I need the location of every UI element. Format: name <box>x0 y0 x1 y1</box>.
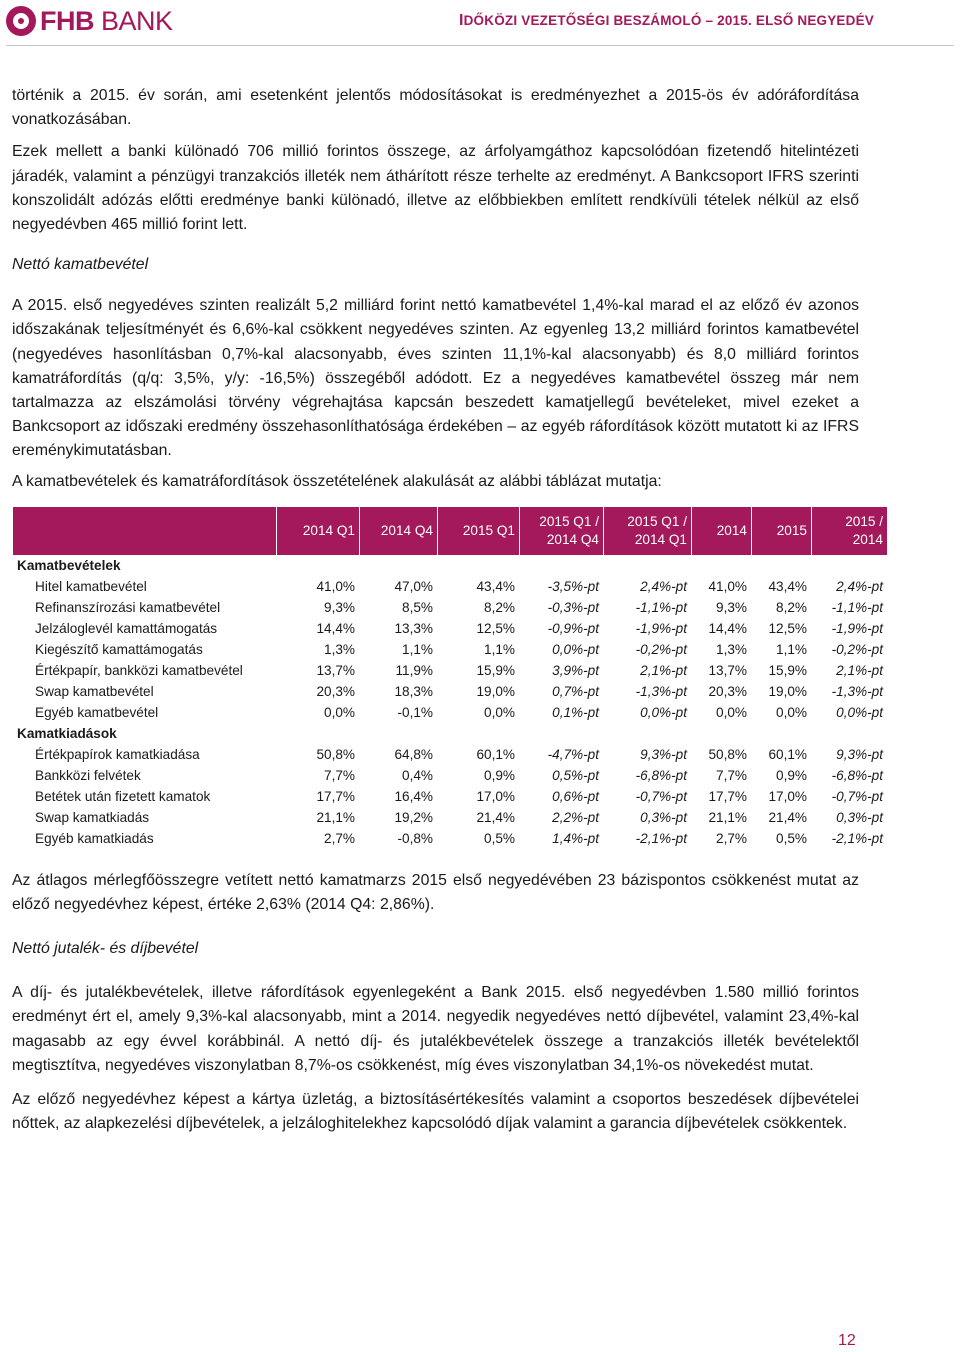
value-cell: 17,0% <box>438 786 520 807</box>
empty-cell <box>277 555 360 576</box>
value-cell: 47,0% <box>360 576 438 597</box>
empty-cell <box>812 555 888 576</box>
page-header <box>0 0 960 44</box>
col-header: 2014 Q1 <box>277 506 360 555</box>
value-cell: 8,2% <box>752 597 812 618</box>
table-row <box>13 702 888 723</box>
empty-cell <box>752 555 812 576</box>
row-label: Refinanszírozási kamatbevétel <box>13 597 277 618</box>
value-cell: 60,1% <box>752 744 812 765</box>
value-cell: 20,3% <box>692 681 752 702</box>
col-header: 2014 <box>692 506 752 555</box>
col-header: 2015 Q1 / 2014 Q4 <box>520 506 604 555</box>
empty-cell <box>692 555 752 576</box>
value-cell: 0,0%-pt <box>520 639 604 660</box>
value-cell: 0,0% <box>692 702 752 723</box>
fhb-logo-icon <box>6 6 36 36</box>
value-cell: 19,2% <box>360 807 438 828</box>
value-cell: 0,4% <box>360 765 438 786</box>
value-cell: 21,1% <box>277 807 360 828</box>
report-title-text: DŐKÖZI VEZETŐSÉGI BESZÁMOLÓ – 2015. ELSŐ NEGYEDÉV <box>463 13 874 28</box>
value-cell: 2,7% <box>277 828 360 849</box>
table-row <box>13 660 888 681</box>
value-cell: 1,1% <box>752 639 812 660</box>
paragraph-7: Az előző negyedévhez képest a kártya üzletág, a biztosításértékesítés valamint a csoportos beszedések díjbevételei nőttek, az alapkezelési díjbevételek, a jelzáloghitelekhez kapcsolódó díjak valamint a garancia díjbevételek csökkentek. <box>12 1091 859 1133</box>
row-label: Swap kamatkiadás <box>13 807 277 828</box>
value-cell: 0,9% <box>438 765 520 786</box>
header-divider <box>6 45 954 46</box>
value-cell: 1,1% <box>438 639 520 660</box>
value-cell: 2,2%-pt <box>520 807 604 828</box>
value-cell: -1,1%-pt <box>812 597 888 618</box>
table-section-row <box>13 555 888 576</box>
value-cell: 3,9%-pt <box>520 660 604 681</box>
value-cell: 0,3%-pt <box>604 807 692 828</box>
value-cell: -6,8%-pt <box>812 765 888 786</box>
value-cell: 21,4% <box>438 807 520 828</box>
value-cell: -0,7%-pt <box>604 786 692 807</box>
value-cell: 20,3% <box>277 681 360 702</box>
value-cell: 16,4% <box>360 786 438 807</box>
value-cell: 0,0% <box>277 702 360 723</box>
empty-cell <box>438 723 520 744</box>
row-label: Swap kamatbevétel <box>13 681 277 702</box>
value-cell: -6,8%-pt <box>604 765 692 786</box>
value-cell: 1,1% <box>360 639 438 660</box>
value-cell: 43,4% <box>752 576 812 597</box>
value-cell: 7,7% <box>277 765 360 786</box>
logo-wordmark: FHB BANK <box>40 6 173 36</box>
row-label: Jelzáloglevél kamattámogatás <box>13 618 277 639</box>
value-cell: 0,0% <box>438 702 520 723</box>
paragraph-4: A kamatbevételek és kamatráfordítások összetételének alakulását az alábbi táblázat mutatja: <box>12 472 662 490</box>
value-cell: 12,5% <box>752 618 812 639</box>
value-cell: -1,9%-pt <box>812 618 888 639</box>
empty-cell <box>438 555 520 576</box>
value-cell: 9,3% <box>692 597 752 618</box>
value-cell: -1,1%-pt <box>604 597 692 618</box>
empty-cell <box>520 555 604 576</box>
paragraph-5: Az átlagos mérlegfőösszegre vetített nettó kamatmarzs 2015 első negyedévében 23 bázispontos csökkenést mutat az előző negyedévhez képest, értéke 2,63% (2014 Q4: 2,86%). <box>12 871 859 914</box>
value-cell: 7,7% <box>692 765 752 786</box>
value-cell: 0,1%-pt <box>520 702 604 723</box>
empty-cell <box>692 723 752 744</box>
value-cell: 21,1% <box>692 807 752 828</box>
paragraph-3: A 2015. első negyedéves szinten realizált 5,2 milliárd forint nettó kamatbevétel 1,4%-kal marad el az előző év azonos időszakának teljesítményét és 6,6%-kal csökkent negyedéves szinten. Az egyenleg 13,2 milliárd forintos kamatbevétel (negyedéves hasonlításban 0,7%-kal alacsonyabb, éves szinten 11,1%-kal alacsonyabb) és 8,0 milliárd forintos kamatráfordítás (q/q: 3,5%, y/y: -16,5%) összegéből adódott. Ez a negyedéves kamatbevétel összeg már nem tartalmazza az elszámolási törvény végrehajtása kapcsán beszedett kamatjellegű bevételeket, mivel ezeket a Bankcsoport az időszaki eredmény összehasonlíthatósága érdekében – az egyéb ráfordítások között mutatott ki az IFRS ereménykimutatásban. <box>12 297 859 460</box>
fhb-bank-logo <box>6 6 173 36</box>
row-label: Értékpapír, bankközi kamatbevétel <box>13 660 277 681</box>
document-body <box>12 84 883 1136</box>
value-cell: 21,4% <box>752 807 812 828</box>
value-cell: 8,2% <box>438 597 520 618</box>
table-row <box>13 744 888 765</box>
table-body <box>13 555 888 849</box>
paragraph-2: Ezek mellett a banki különadó 706 millió forintos összege, az árfolyamgáthoz kapcsolódóan fizetendő hitelintézeti járadék, valamint a pénzügyi tranzakciós illeték nem áthárított része terhelte az eredményt. A Bankcsoport IFRS szerinti konszolidált adózás előtti eredménye banki különadó, illetve az előbbiekben említett rendkívüli tételek nélkül az első negyedévben 465 millió forint lett. <box>12 143 859 234</box>
empty-cell <box>277 723 360 744</box>
table-section-row <box>13 723 888 744</box>
value-cell: 9,3%-pt <box>604 744 692 765</box>
value-cell: 8,5% <box>360 597 438 618</box>
value-cell: 13,7% <box>277 660 360 681</box>
value-cell: -2,1%-pt <box>812 828 888 849</box>
row-label: Egyéb kamatbevétel <box>13 702 277 723</box>
value-cell: 0,6%-pt <box>520 786 604 807</box>
value-cell: 64,8% <box>360 744 438 765</box>
value-cell: -0,1% <box>360 702 438 723</box>
empty-cell <box>604 723 692 744</box>
value-cell: 2,7% <box>692 828 752 849</box>
section-title: Kamatbevételek <box>13 555 277 576</box>
value-cell: 50,8% <box>692 744 752 765</box>
table-header-row <box>13 506 888 555</box>
empty-cell <box>520 723 604 744</box>
value-cell: 13,3% <box>360 618 438 639</box>
value-cell: 9,3% <box>277 597 360 618</box>
value-cell: 2,4%-pt <box>604 576 692 597</box>
value-cell: 0,9% <box>752 765 812 786</box>
row-label: Hitel kamatbevétel <box>13 576 277 597</box>
value-cell: 60,1% <box>438 744 520 765</box>
value-cell: 1,3% <box>692 639 752 660</box>
table-row <box>13 597 888 618</box>
table-row <box>13 681 888 702</box>
col-header: 2014 Q4 <box>360 506 438 555</box>
value-cell: 0,7%-pt <box>520 681 604 702</box>
value-cell: 0,0% <box>752 702 812 723</box>
value-cell: 17,7% <box>277 786 360 807</box>
value-cell: 2,1%-pt <box>604 660 692 681</box>
empty-cell <box>360 555 438 576</box>
value-cell: -0,9%-pt <box>520 618 604 639</box>
value-cell: 1,4%-pt <box>520 828 604 849</box>
table-row <box>13 639 888 660</box>
col-header: 2015 / 2014 <box>812 506 888 555</box>
value-cell: 13,7% <box>692 660 752 681</box>
value-cell: 2,1%-pt <box>812 660 888 681</box>
col-header: 2015 Q1 / 2014 Q1 <box>604 506 692 555</box>
section-heading-net-fee: Nettó jutalék- és díjbevétel <box>12 940 199 958</box>
empty-cell <box>752 723 812 744</box>
value-cell: 43,4% <box>438 576 520 597</box>
value-cell: 15,9% <box>752 660 812 681</box>
page-number: 12 <box>838 1332 856 1349</box>
table-row <box>13 828 888 849</box>
table-row <box>13 786 888 807</box>
value-cell: 11,9% <box>360 660 438 681</box>
col-header: 2015 <box>752 506 812 555</box>
value-cell: -0,2%-pt <box>604 639 692 660</box>
value-cell: -2,1%-pt <box>604 828 692 849</box>
row-label: Bankközi felvétek <box>13 765 277 786</box>
value-cell: 18,3% <box>360 681 438 702</box>
col-header: 2015 Q1 <box>438 506 520 555</box>
value-cell: 2,4%-pt <box>812 576 888 597</box>
paragraph-6: A díj- és jutalékbevételek, illetve ráfordítások egyenlegeként a Bank 2015. első negyedévben 1.580 millió forintos eredményt ért el, amely 9,3%-kal alacsonyabb, mint a 2014. negyedik negyedéves nettó díjbevétel, valamint 23,4%-kal magasabb az egy évvel korábbinál. A nettó díj- és jutalékbevételek összege a tranzakciós illeték bevételektől megtisztítva, negyedéves viszonylatban 8,7%-os csökkenést, míg éves viszonylatban 34,1%-os növekedést mutat. <box>12 984 859 1074</box>
value-cell: 19,0% <box>752 681 812 702</box>
value-cell: 0,5% <box>752 828 812 849</box>
empty-cell <box>604 555 692 576</box>
row-label: Egyéb kamatkiadás <box>13 828 277 849</box>
value-cell: 41,0% <box>277 576 360 597</box>
row-label: Értékpapírok kamatkiadása <box>13 744 277 765</box>
value-cell: 1,3% <box>277 639 360 660</box>
value-cell: 0,5% <box>438 828 520 849</box>
table-row <box>13 765 888 786</box>
value-cell: -0,7%-pt <box>812 786 888 807</box>
value-cell: -0,8% <box>360 828 438 849</box>
interest-composition-table <box>12 506 888 850</box>
row-label: Kiegészítő kamattámogatás <box>13 639 277 660</box>
table-row <box>13 807 888 828</box>
value-cell: -1,3%-pt <box>604 681 692 702</box>
value-cell: 50,8% <box>277 744 360 765</box>
value-cell: -0,2%-pt <box>812 639 888 660</box>
value-cell: -0,3%-pt <box>520 597 604 618</box>
value-cell: 41,0% <box>692 576 752 597</box>
table-row <box>13 576 888 597</box>
report-title-initial: I <box>458 12 464 29</box>
value-cell: 14,4% <box>277 618 360 639</box>
value-cell: 17,0% <box>752 786 812 807</box>
header-blank-cell <box>13 506 277 555</box>
value-cell: 12,5% <box>438 618 520 639</box>
value-cell: -4,7%-pt <box>520 744 604 765</box>
section-title: Kamatkiadások <box>13 723 277 744</box>
value-cell: 0,0%-pt <box>604 702 692 723</box>
value-cell: -1,3%-pt <box>812 681 888 702</box>
row-label: Betétek után fizetett kamatok <box>13 786 277 807</box>
paragraph-1: történik a 2015. év során, ami esetenként jelentős módosításokat is eredményezhet a 2015-ös év adóráfordítása vonatkozásában. <box>12 87 859 129</box>
value-cell: 9,3%-pt <box>812 744 888 765</box>
value-cell: 15,9% <box>438 660 520 681</box>
table-row <box>13 618 888 639</box>
value-cell: 0,5%-pt <box>520 765 604 786</box>
value-cell: 0,3%-pt <box>812 807 888 828</box>
empty-cell <box>360 723 438 744</box>
empty-cell <box>812 723 888 744</box>
value-cell: 0,0%-pt <box>812 702 888 723</box>
value-cell: 17,7% <box>692 786 752 807</box>
value-cell: 14,4% <box>692 618 752 639</box>
value-cell: -1,9%-pt <box>604 618 692 639</box>
section-heading-net-interest: Nettó kamatbevétel <box>12 256 149 274</box>
report-title <box>459 12 874 30</box>
value-cell: -3,5%-pt <box>520 576 604 597</box>
value-cell: 19,0% <box>438 681 520 702</box>
